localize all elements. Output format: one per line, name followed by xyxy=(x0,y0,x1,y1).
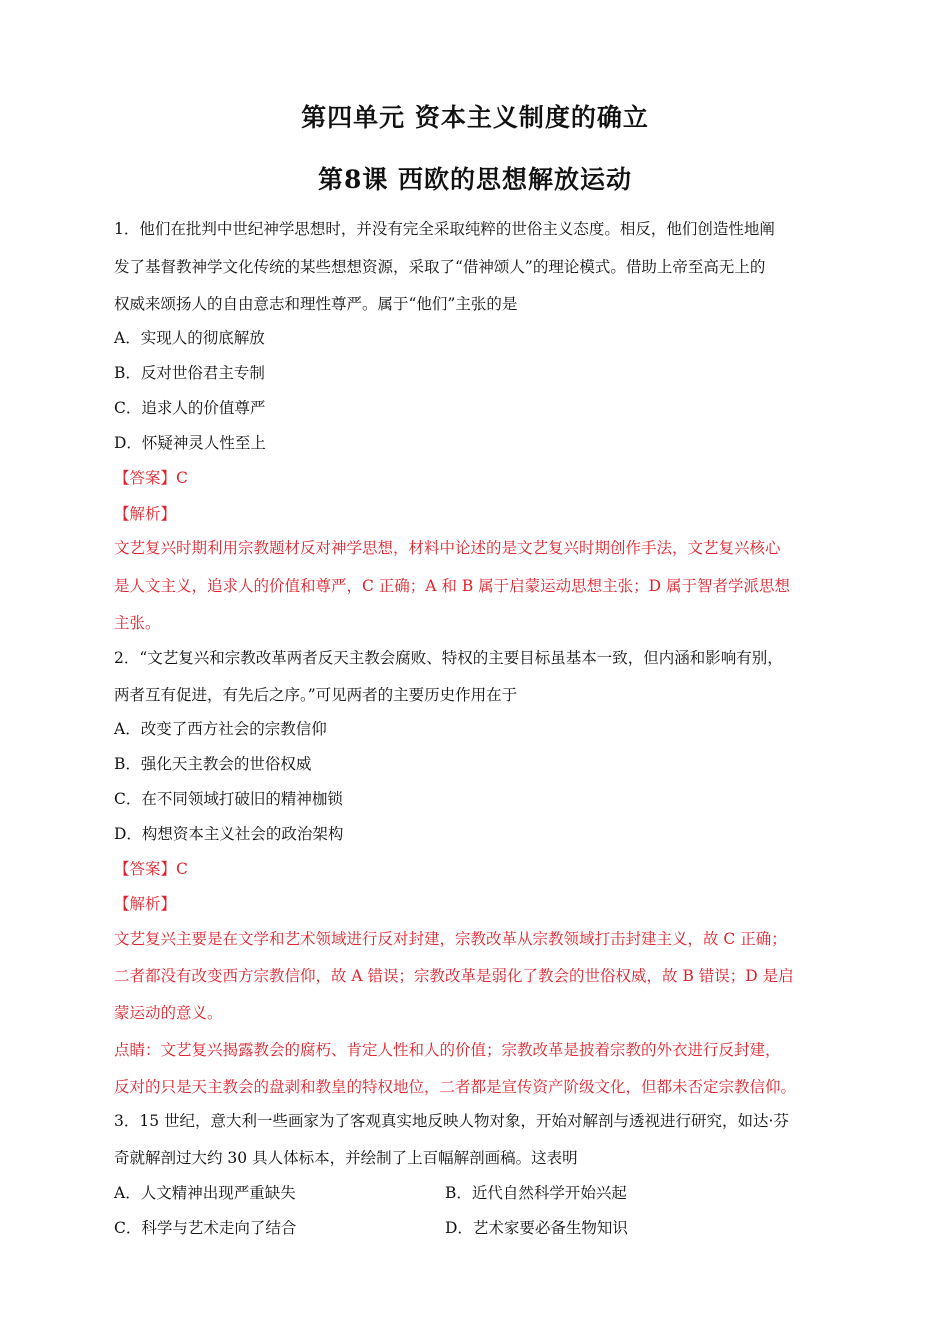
q2-stem-line: 2．“文艺复兴和宗教改革两者反天主教会腐败、特权的主要目标虽基本一致，但内涵和影响有别， xyxy=(114,649,783,667)
q1-option-d: D．怀疑神灵人性至上 xyxy=(114,434,266,452)
q2-analysis-label: 【解析】 xyxy=(114,895,177,913)
q1-stem-line: 1．他们在批判中世纪神学思想时，并没有完全采取纯粹的世俗主义态度。相反，他们创造性地阐 xyxy=(114,220,775,238)
q2-option-a: A．改变了西方社会的宗教信仰 xyxy=(114,720,327,738)
q2-tip-line: 点睛：文艺复兴揭露教会的腐朽、肯定人性和人的价值；宗教改革是披着宗教的外衣进行反封建， xyxy=(114,1041,781,1059)
q1-option-a: A．实现人的彻底解放 xyxy=(114,329,265,347)
q3-option-b: B．近代自然科学开始兴起 xyxy=(445,1184,627,1202)
q3-stem-line: 奇就解剖过大约 30 具人体标本，并绘制了上百幅解剖画稿。这表明 xyxy=(114,1149,578,1167)
q2-option-d: D．构想资本主义社会的政治架构 xyxy=(114,825,344,843)
q1-analysis-line: 主张。 xyxy=(114,614,161,632)
q3-option-d: D．艺术家要必备生物知识 xyxy=(445,1219,628,1237)
q2-answer: 【答案】C xyxy=(114,860,188,878)
q3-stem-line: 3．15 世纪，意大利一些画家为了客观真实地反映人物对象，开始对解剖与透视进行研究，如达·芬 xyxy=(114,1112,789,1130)
q1-stem-line: 权威来颂扬人的自由意志和理性尊严。属于“他们”主张的是 xyxy=(114,295,518,313)
q2-analysis-line: 文艺复兴主要是在文学和艺术领域进行反对封建，宗教改革从宗教领域打击封建主义，故 C 正确； xyxy=(114,930,787,948)
q1-stem-line: 发了基督教神学文化传统的某些想想资源，采取了“借神颂人”的理论模式。借助上帝至高无上的 xyxy=(114,258,766,276)
q2-option-c: C．在不同领域打破旧的精神枷锁 xyxy=(114,790,343,808)
q1-option-b: B．反对世俗君主专制 xyxy=(114,364,265,382)
q1-option-c: C．追求人的价值尊严 xyxy=(114,399,266,417)
q1-analysis-line: 是人文主义，追求人的价值和尊严，C 正确；A 和 B 属于启蒙运动思想主张；D 属于智者学派思想 xyxy=(114,577,791,595)
q1-analysis-label: 【解析】 xyxy=(114,505,177,523)
q3-option-c: C．科学与艺术走向了结合 xyxy=(114,1219,297,1237)
q2-analysis-line: 二者都没有改变西方宗教信仰，故 A 错误；宗教改革是弱化了教会的世俗权威，故 B 错误；D 是启 xyxy=(114,967,794,985)
q1-answer: 【答案】C xyxy=(114,469,188,487)
unit-title: 第四单元 资本主义制度的确立 xyxy=(301,103,649,132)
q2-tip-line: 反对的只是天主教会的盘剥和教皇的特权地位，二者都是宣传资产阶级文化，但都未否定宗教信仰。 xyxy=(114,1078,797,1096)
q3-option-a: A．人文精神出现严重缺失 xyxy=(114,1184,296,1202)
q2-analysis-line: 蒙运动的意义。 xyxy=(114,1004,223,1022)
q1-analysis-line: 文艺复兴时期利用宗教题材反对神学思想，材料中论述的是文艺复兴时期创作手法，文艺复兴核心 xyxy=(114,539,781,557)
q2-stem-line: 两者互有促进，有先后之序。”可见两者的主要历史作用在于 xyxy=(114,686,518,704)
q2-option-b: B．强化天主教会的世俗权威 xyxy=(114,755,312,773)
lesson-title: 第8课 西欧的思想解放运动 xyxy=(317,165,633,194)
